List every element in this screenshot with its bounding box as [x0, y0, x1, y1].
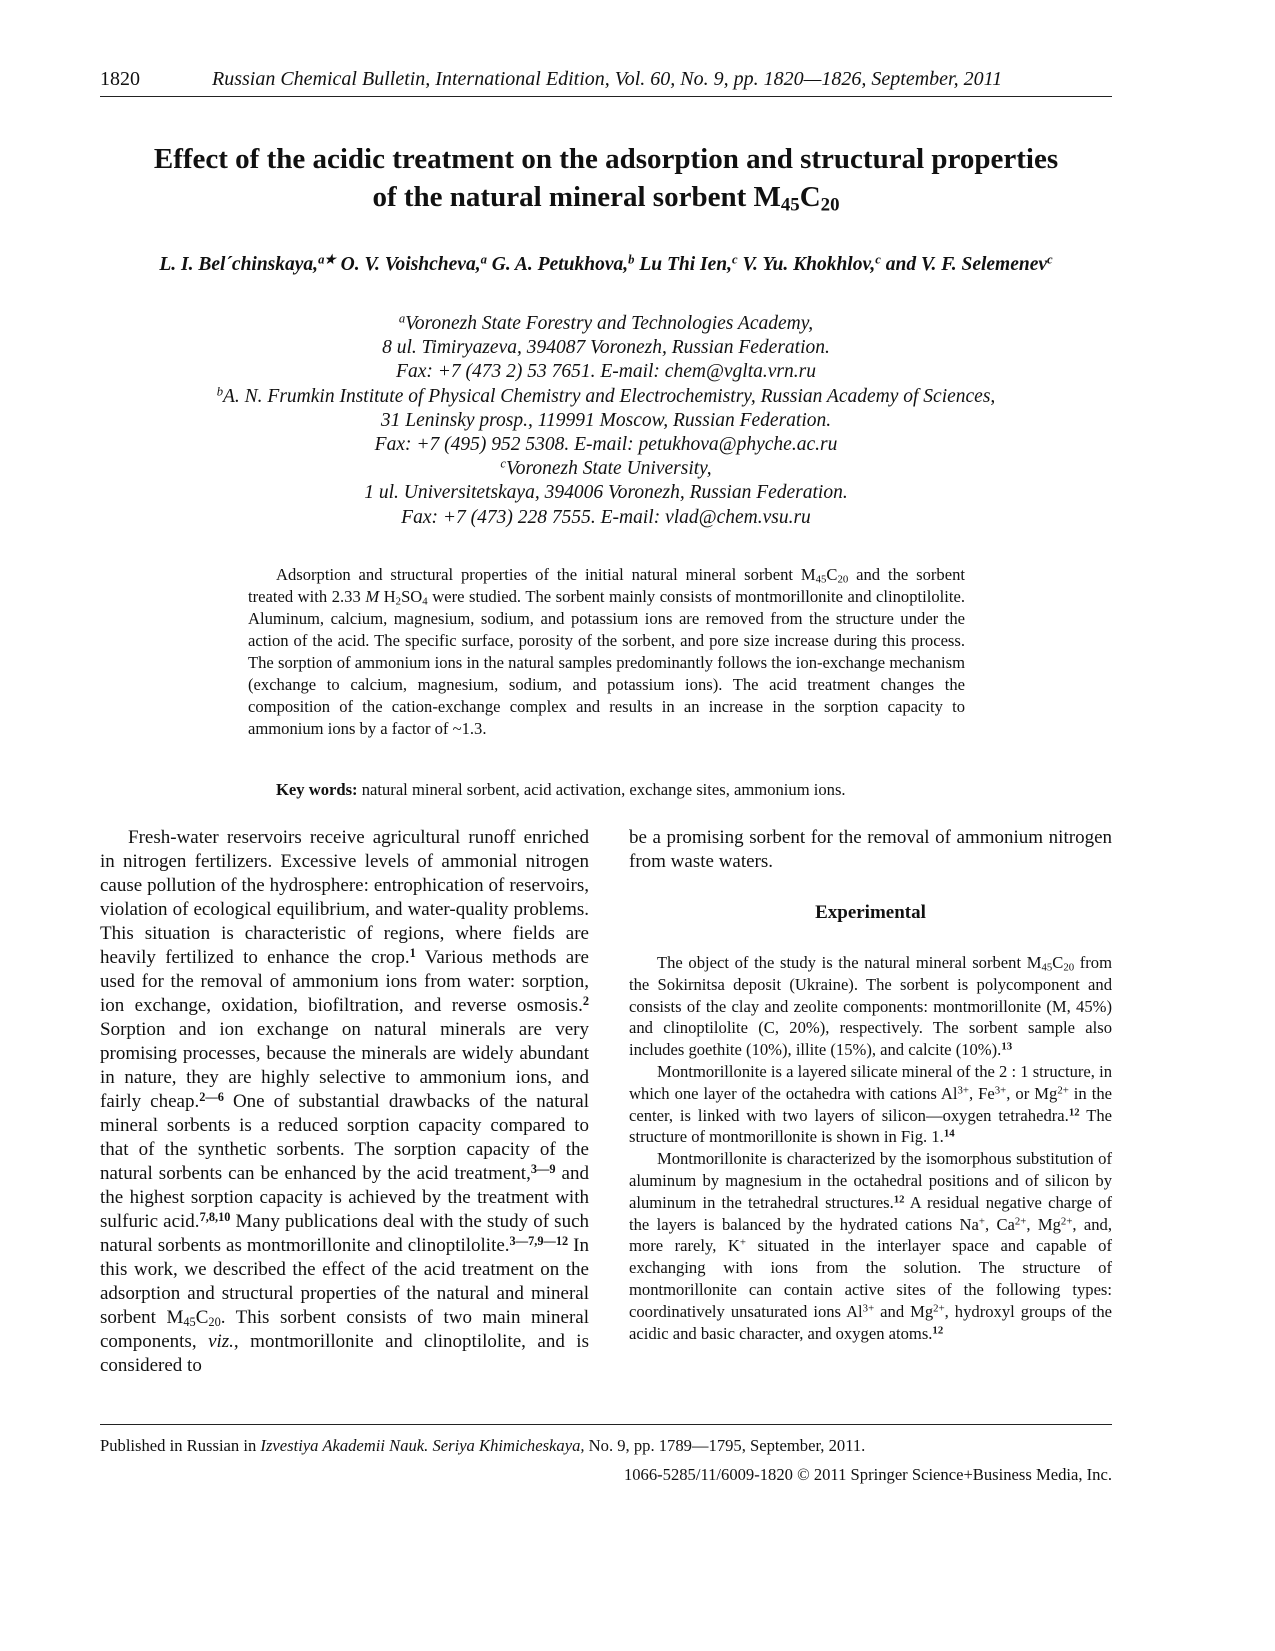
section-heading-experimental: Experimental: [815, 902, 926, 923]
publication-note: Published in Russian in Izvestiya Akademii Nauk. Seriya Khimicheskaya, No. 9, pp. 1789—1795, September, 2011.: [100, 1436, 866, 1455]
affiliations: [100, 312, 1112, 530]
title-line-1: Effect of the acidic treatment on the adsorption and structural properties: [153, 143, 1059, 175]
body-column-right-continuation: [629, 826, 1112, 874]
experimental-paragraph: Montmorillonite is characterized by the isomorphous substitution of aluminum by magnesium in the octahedral positions and of silicon by aluminum in the tetrahedral structures.$^{12}$ A residual negative charge of the layers is balanced by the hydrated cations Na+, $Ca^{2+}$, $Mg^{2+}$, and, more rarely, K+ situated in the interlayer space and capable of exchanging with ions from the solution. The structure of montmorillonite can contain active sites of the following types: coordinatively unsaturated ions $Al^{3+}$ and $Mg^{2+}$, hydroxyl groups of the acidic and basic character, and oxygen atoms.$^{12}$: [629, 1149, 1112, 1343]
affiliation-a-line: 8 ul. Timiryazeva, 394087 Voronezh, Russian Federation.: [382, 337, 830, 359]
abstract: Adsorption and structural properties of the initial natural mineral sorbent $M_{45}C_{20}$ and the sorbent treated with 2.33 M $H_2SO_4$ were studied. The sorbent mainly consists of montmorillonite and clinoptilolite. Aluminum, calcium, magnesium, sodium, and potassium ions are removed from the structure under the action of the acid. The specific surface, porosity of the sorbent, and pore size increase during this process. The sorption of ammonium ions in the natural samples predominantly follows the ion-exchange mechanism (exchange to calcium, magnesium, sodium, and potassium ions). The acid treatment changes the composition of the cation-exchange complex and results in an increase in the sorption capacity to ammonium ions by a factor of ~1.3.: [248, 565, 965, 738]
journal-citation: Russian Chemical Bulletin, International Edition, Vol. 60, No. 9, pp. 1820—1826, September, 2011: [212, 68, 1003, 90]
running-header: [100, 66, 1112, 97]
affiliation-a-line: $^a$Voronezh State Forestry and Technologies Academy,: [398, 311, 814, 334]
affiliation-b-contact: Fax: +7 (495) 952 5308. E-mail: petukhova@phyche.ac.ru: [374, 434, 838, 456]
page-footer: [100, 1424, 1112, 1484]
experimental-paragraph: The object of the study is the natural mineral sorbent $M_{45}C_{20}$ from the Sokirnitsa deposit (Ukraine). The sorbent is polycomponent and consists of the clay and zeolite components: montmorillonite (M, 45%) and clinoptilolite (C, 20%), respectively. The sorbent sample also includes goethite (10%), illite (15%), and calcite (10%).$^{13}$: [629, 953, 1113, 1060]
body-column-left: [100, 826, 589, 1378]
experimental-paragraph: Montmorillonite is a layered silicate mineral of the 2 : 1 structure, in which one layer of the octahedra with cations $Al^{3+}$, $Fe^{3+}$, or $Mg^{2+}$ in the center, is linked with two layers of silicon—oxygen tetrahedra.$^{12}$ The structure of montmorillonite is shown in Fig. 1.14: [629, 1061, 1112, 1147]
affiliation-c-line: $^c$Voronezh State University,: [500, 456, 712, 480]
keywords: [276, 780, 846, 800]
intro-paragraph: Fresh-water reservoirs receive agricultural runoff enriched in nitrogen fertilizers. Excessive levels of ammonial nitrogen cause pollution of the hydrosphere: entrophication of reservoirs, violation of ecological equilibrium, and water-quality problems. This situation is characteristic of regions, where fields are heavily fertilized to enhance the crop.$^1$ Various methods are used for the removal of ammonium ions from water: sorption, ion exchange, oxidation, biofiltration, and reverse osmosis.$^2$ Sorption and ion exchange on natural minerals are very promising processes, because the minerals are widely abundant in nature, they are highly selective to ammonium ions, and fairly cheap.$^{2—6}$ One of substantial drawbacks of the natural mineral sorbents is a reduced sorption capacity compared to that of the synthetic sorbents. The sorption capacity of the natural sorbents can be enhanced by the acid treatment,$^{3—9}$ and the highest sorption capacity is achieved by the treatment with sulfuric acid.$^{7,8,10}$ Many publications deal with the study of such natural sorbents as montmorillonite and clinoptilolite.$^{3—7,9—12}$ In this work, we described the effect of the acid treatment on the adsorption and structural properties of the natural and mineral sorbent $M_{45}C_{20}$. This sorbent consists of two main mineral components, viz., montmorillonite and clinoptilolite, and is considered to: [100, 827, 590, 1376]
author: O. V. Voishcheva,$^a$: [335, 252, 487, 275]
body-column-right: [629, 952, 1112, 1344]
author: and V. F. Selemenev$^c$: [880, 252, 1053, 275]
author-list: [100, 254, 1112, 276]
affiliation-a-contact: Fax: +7 (473 2) 53 7651. E-mail: chem@vglta.vrn.ru: [396, 361, 816, 383]
affiliation-b-line: 31 Leninsky prosp., 119991 Moscow, Russian Federation.: [380, 409, 832, 431]
affiliation-c-line: 1 ul. Universitetskaya, 394006 Voronezh, Russian Federation.: [364, 482, 848, 504]
author: V. Yu. Khokhlov,$^c$: [737, 252, 881, 275]
author: Lu Thi Ien,$^c$: [634, 252, 738, 275]
intro-paragraph-continued: be a promising sorbent for the removal of ammonium nitrogen from waste waters.: [629, 827, 1112, 872]
author: G. A. Petukhova,$^b$: [486, 252, 635, 275]
keywords-label: Key words:: [276, 780, 358, 799]
keywords-text: natural mineral sorbent, acid activation, exchange sites, ammonium ions.: [357, 780, 846, 799]
affiliation-b-line: $^b$A. N. Frumkin Institute of Physical Chemistry and Electrochemistry, Russian Academy of Sciences,: [216, 384, 996, 407]
page-number: 1820: [100, 68, 140, 90]
copyright-line: 1066-5285/11/6009-1820 © 2011 Springer Science+Business Media, Inc.: [623, 1465, 1112, 1484]
affiliation-c-contact: Fax: +7 (473) 228 7555. E-mail: vlad@chem.vsu.ru: [401, 506, 811, 528]
paper-title: [100, 140, 1112, 216]
author: L. I. Bel´chinskaya,$^{a★}$: [159, 252, 336, 275]
title-line-2: of the natural mineral sorbent $M_{45}C_{20}$: [372, 181, 840, 216]
